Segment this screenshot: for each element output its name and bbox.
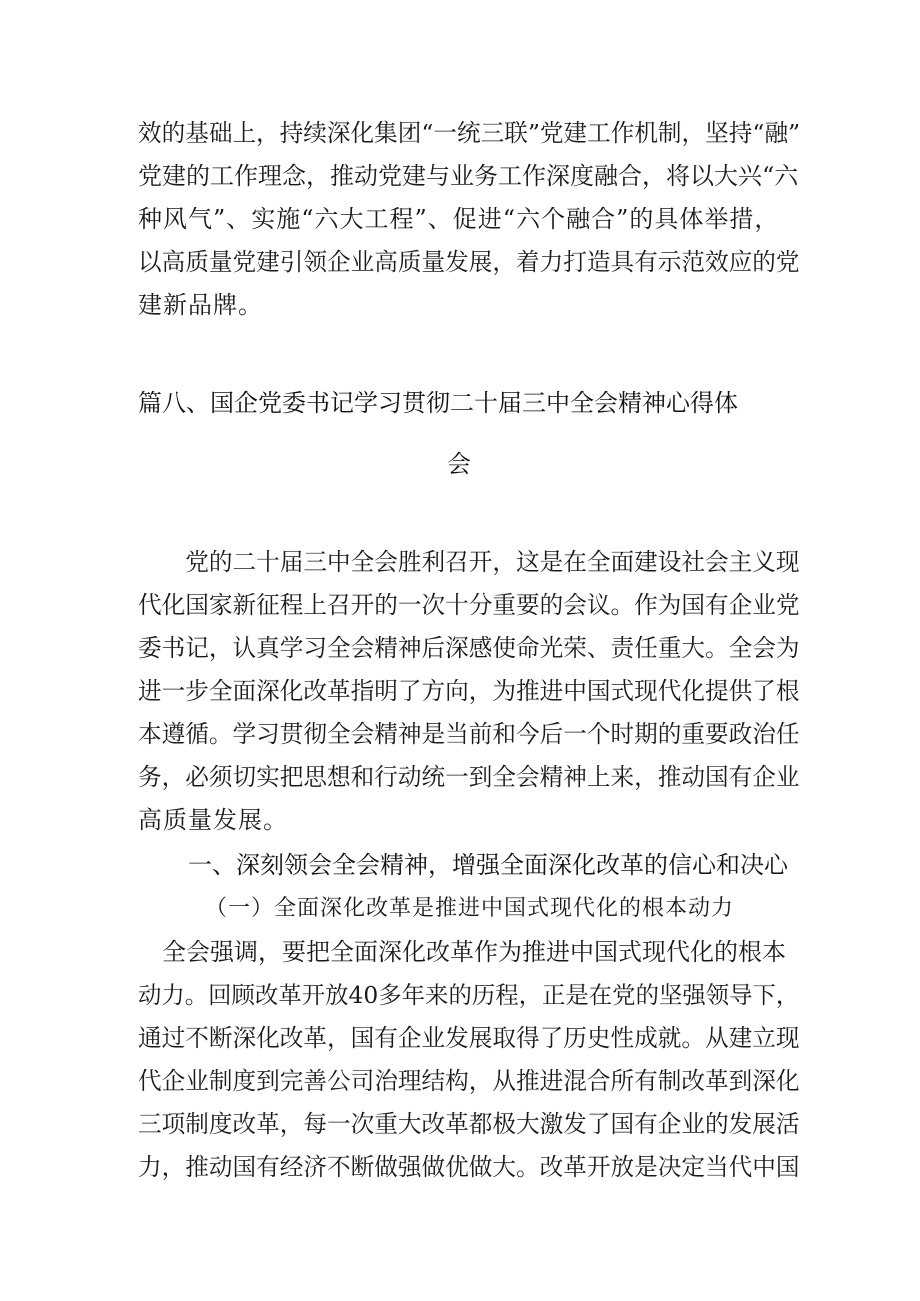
text-line: 高质量发展。 — [138, 806, 288, 834]
text-line: 建新品牌。 — [138, 291, 263, 319]
text-line: 党的二十届三中全会胜利召开，这是在全面建设社会主义现 — [138, 548, 800, 576]
text-line: 三项制度改革，每一次重大改革都极大激发了国有企业的发展活 — [138, 1110, 800, 1138]
section-title-line1: 篇八、国企党委书记学习贯彻二十届三中全会精神心得体 — [138, 389, 738, 417]
section-title-line2: 会 — [447, 450, 471, 478]
text-line: 进一步全面深化改革指明了方向，为推进中国式现代化提供了根 — [138, 677, 800, 705]
text-line: 委书记，认真学习全会精神后深感使命光荣、责任重大。全会为 — [138, 634, 800, 662]
text-line: 务，必须切实把思想和行动统一到全会精神上来，推动国有企业 — [138, 763, 800, 791]
text-line: 通过不断深化改革，国有企业发展取得了历史性成就。从建立现 — [138, 1024, 800, 1052]
text-line: 力，推动国有经济不断做强做优做大。改革开放是决定当代中国 — [138, 1153, 800, 1181]
text-line: 效的基础上，持续深化集团“一统三联”党建工作机制，坚持“融” — [138, 119, 801, 147]
text-line: 种风气”、实施“六大工程”、促进“六个融合”的具体举措， — [138, 205, 780, 233]
text-line: 党建的工作理念，推动党建与业务工作深度融合，将以大兴“六 — [138, 162, 799, 190]
heading-level1: 一、深刻领会全会精神，增强全面深化改革的信心和决心 — [188, 851, 788, 879]
text-line: 本遵循。学习贯彻全会精神是当前和今后一个时期的重要政治任 — [138, 720, 800, 748]
text-line: 全会强调，要把全面深化改革作为推进中国式现代化的根本 — [138, 938, 786, 966]
text-line: 代企业制度到完善公司治理结构，从推进混合所有制改革到深化 — [138, 1067, 800, 1095]
heading-level2: （一）全面深化改革是推进中国式现代化的根本动力 — [205, 896, 735, 921]
text-line: 代化国家新征程上召开的一次十分重要的会议。作为国有企业党 — [138, 591, 800, 619]
text-line: 以高质量党建引领企业高质量发展，着力打造具有示范效应的党 — [138, 248, 800, 276]
text-line: 动力。回顾改革开放40多年来的历程，正是在党的坚强领导下， — [138, 981, 800, 1009]
